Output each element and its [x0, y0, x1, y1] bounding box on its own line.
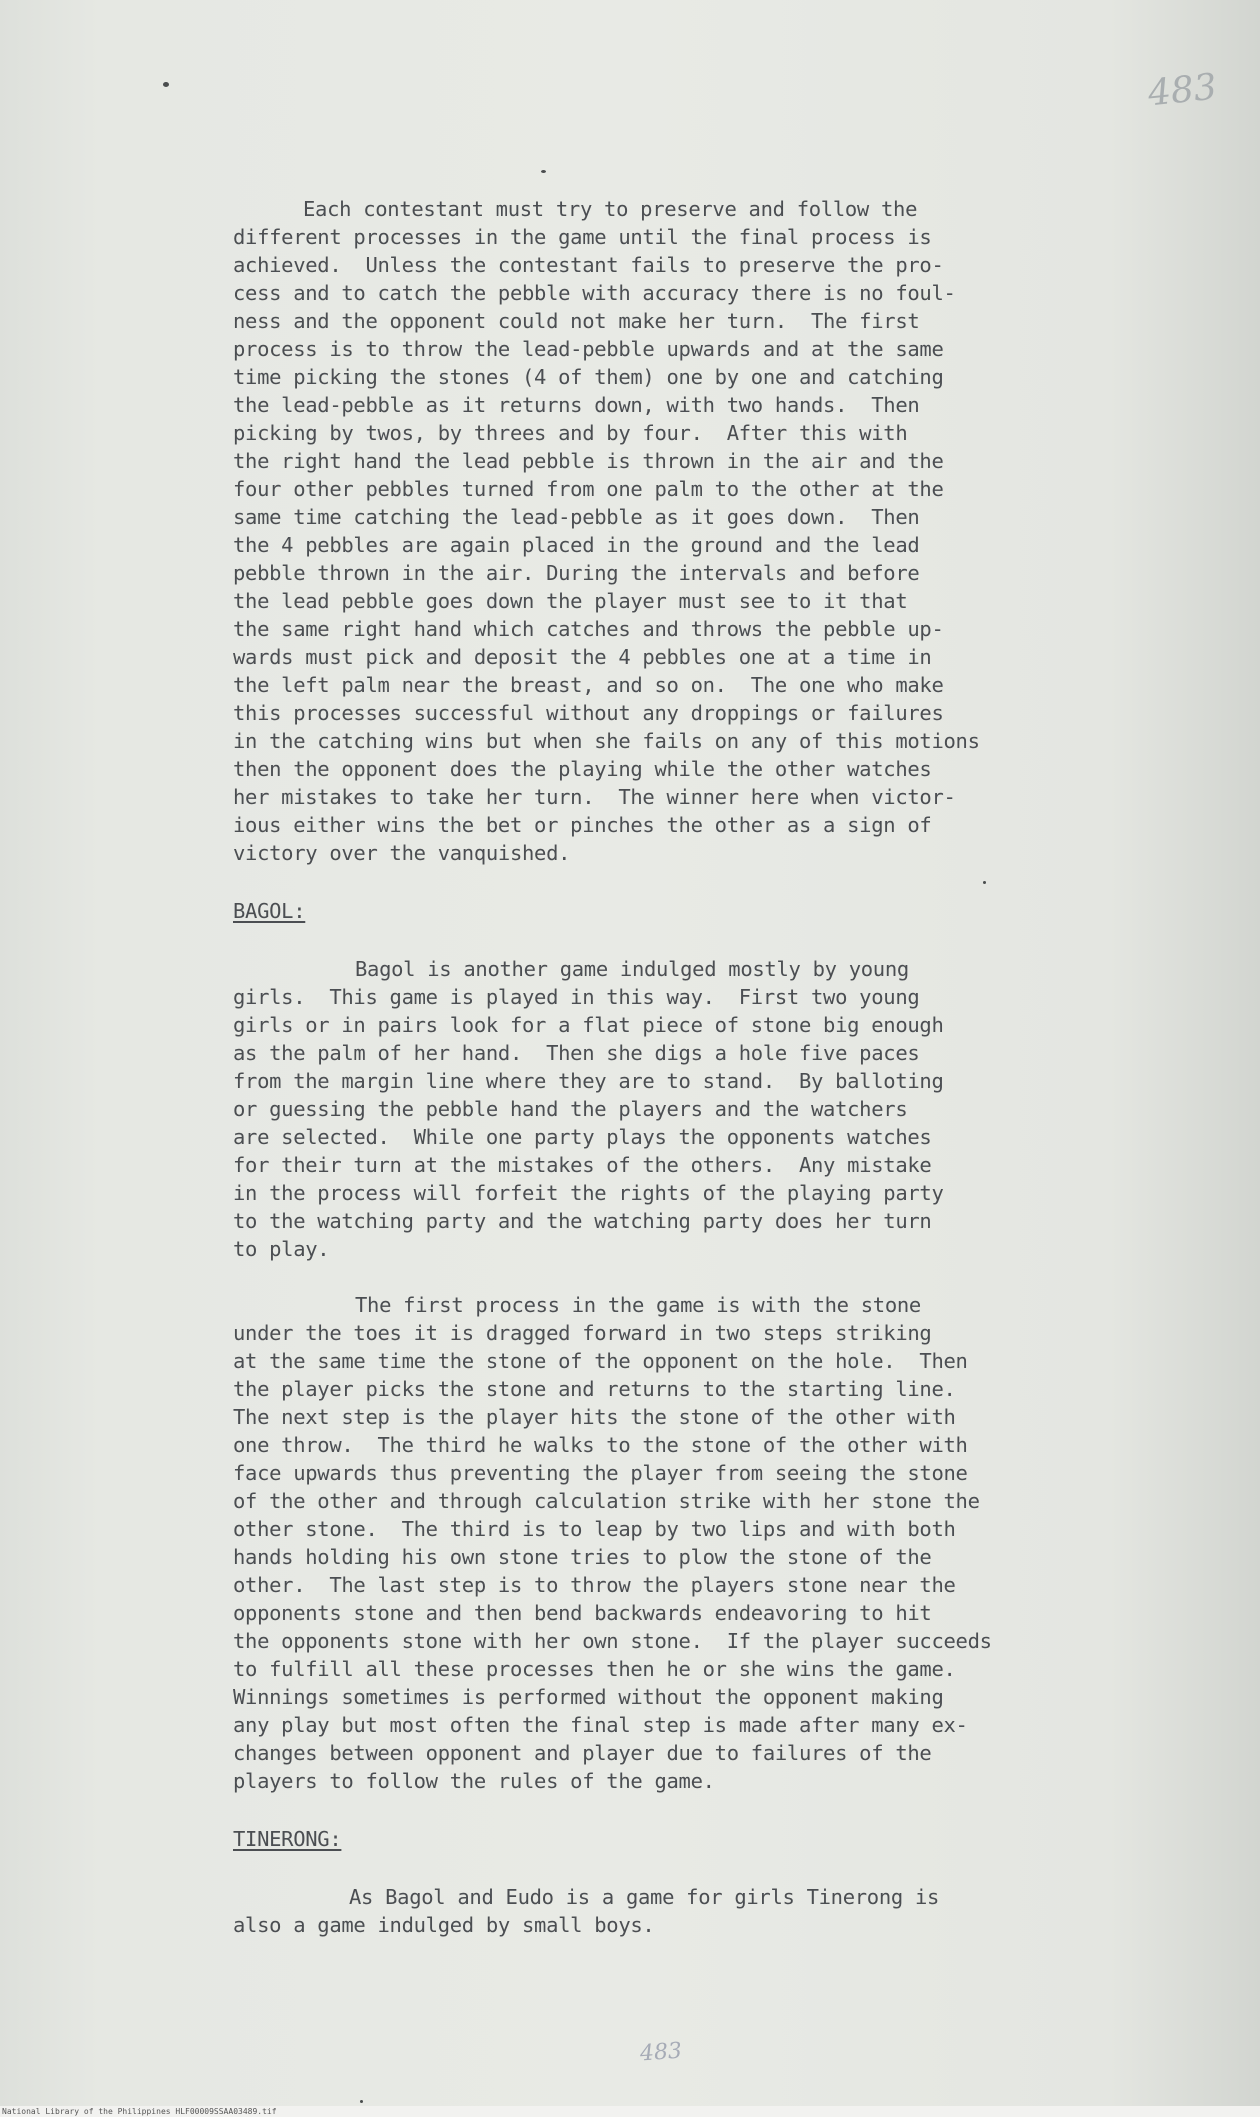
heading-tinerong: TINERONG: [233, 1827, 342, 1851]
scan-footer-label: National Library of the Philippines HLF00009SSAA03489.tif [0, 2106, 1260, 2117]
handwritten-page-number-bottom: 483 [639, 2038, 683, 2067]
ink-speck [360, 2100, 363, 2103]
ink-speck [541, 170, 546, 173]
typewritten-text [233, 195, 1113, 1939]
paragraph-bagol-process: The first process in the game is with the stone under the toes it is dragged forward in two steps striking at the same time the stone of the opponent on the hole. Then the player picks the stone and returns to the starting line. The next step is the player hits the stone of the other with one throw. The third he walks to the stone of the other with face upwards thus preventing the player from seeing the stone of the other and through calculation strike with her stone the other stone. The third is to leap by two lips and with both hands holding his own stone tries to plow the stone of the other. The last step is to throw the players stone near the opponents stone and then bend backwards endeavoring to hit the opponents stone with her own stone. If the player succeeds to fulfill all these processes then he or she wins the game. Winnings sometimes is performed without the opponent making any play but most often the final step is made after many ex- changes between opponent and player due to failures of the players to follow the rules of the game. [233, 1293, 992, 1793]
paragraph-preserve-processes: Each contestant must try to preserve and follow the different processes in the game until the final process is achieved. Unless the contestant fails to preserve the pro- cess and to catch the pebble with accuracy there is no foul- ness and the opponent could not make her turn. The first process is to throw the lead-pebble upwards and at the same time picking the stones (4 of them) one by one and catching the lead-pebble as it returns down, with two hands. Then picking by twos, by threes and by four. After this with the right hand the lead pebble is thrown in the air and the four other pebbles turned from one palm to the other at the same time catching the lead-pebble as it goes down. Then the 4 pebbles are again placed in the ground and the lead pebble thrown in the air. During the intervals and before the lead pebble goes down the player must see to it that the same right hand which catches and throws the pebble up- wards must pick and deposit the 4 pebbles one at a time in the left palm near the breast, and so on. The one who make this processes successful without any droppings or failures in the catching wins but when she fails on any of this motions then the opponent does the playing while the other watches her mistakes to take her turn. The winner here when victor- ious either wins the bet or pinches the other as a sign of victory over the vanquished. [233, 197, 980, 865]
paragraph-bagol-intro: Bagol is another game indulged mostly by young girls. This game is played in this way. First two young girls or in pairs look for a flat piece of stone big enough as the palm of her hand. Then she digs a hole five paces from the margin line where they are to stand. By balloting or guessing the pebble hand the players and the watchers are selected. While one party plays the opponents watches for their turn at the mistakes of the others. Any mistake in the process will forfeit the rights of the playing party to the watching party and the watching party does her turn to play. [233, 957, 944, 1261]
ink-speck [163, 82, 169, 87]
handwritten-page-number-top: 483 [1146, 66, 1219, 115]
paragraph-tinerong: As Bagol and Eudo is a game for girls Tinerong is also a game indulged by small boys. [233, 1885, 940, 1937]
heading-bagol: BAGOL: [233, 899, 306, 923]
